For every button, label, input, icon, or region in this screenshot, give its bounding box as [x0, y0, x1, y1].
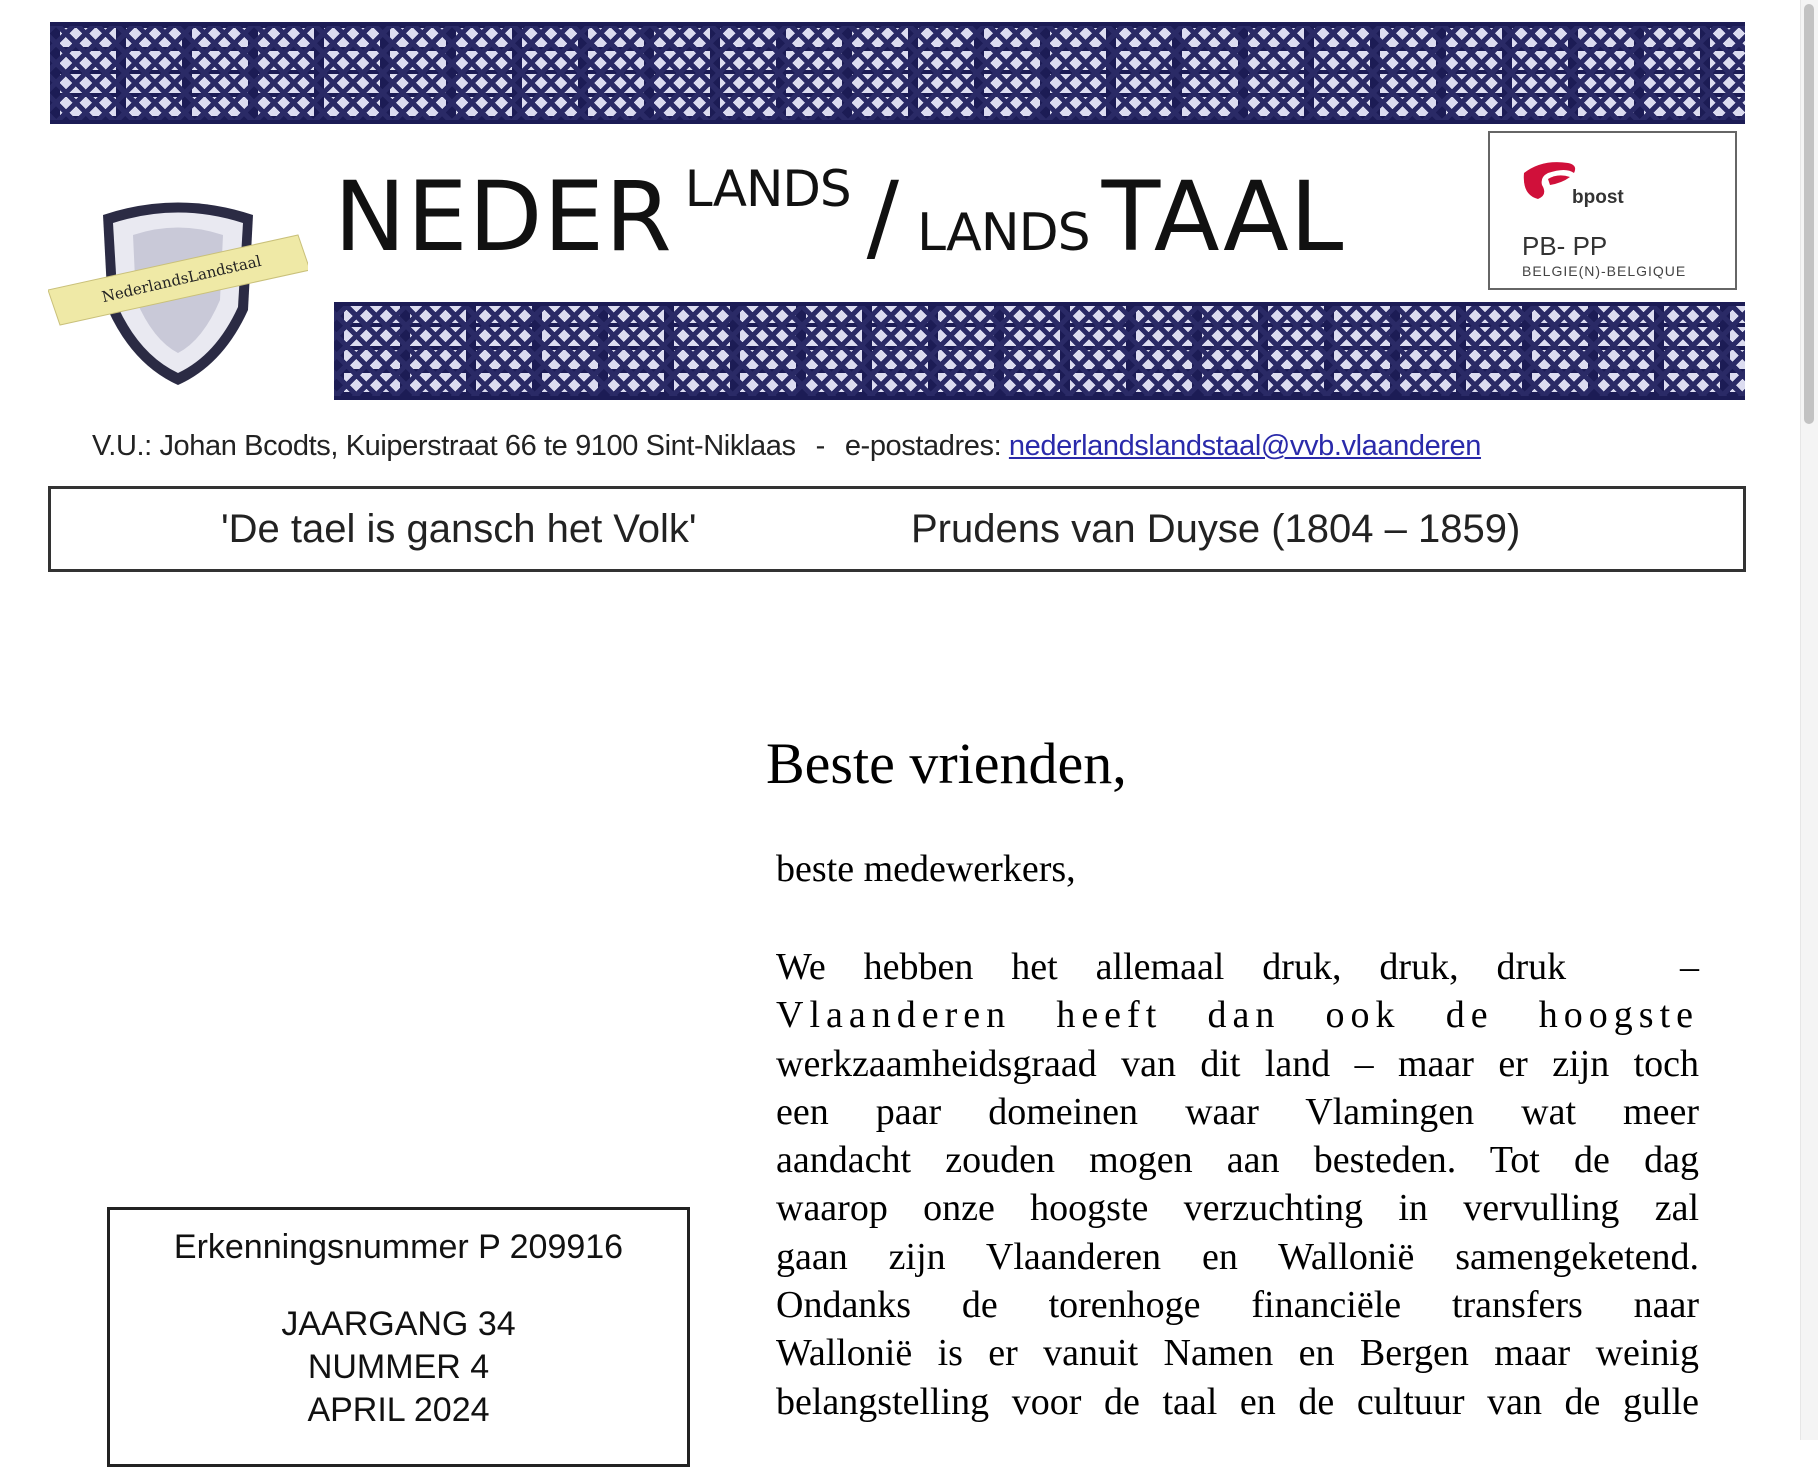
paragraph-line: We hebben het allemaal druk, druk, druk –	[776, 946, 1699, 988]
vu-text: V.U.: Johan Bcodts, Kuiperstraat 66 te 9100 Sint-Niklaas	[92, 430, 796, 462]
motto-quote: 'De tael is gansch het Volk'	[221, 507, 697, 551]
bpost-country: BELGIE(N)-BELGIQUE	[1522, 263, 1687, 279]
ornamental-band-middle	[334, 302, 1745, 400]
shield-logo	[48, 195, 308, 395]
title-neder: NEDER	[334, 161, 673, 273]
paragraph-line: waarop onze hoogste verzuchting in vervulling zal	[776, 1187, 1699, 1230]
letter-paragraph	[776, 943, 1699, 1426]
title-taal: TAAL	[1101, 161, 1345, 273]
ornamental-band-top	[50, 22, 1745, 124]
email-link[interactable]: nederlandslandstaal@vvb.vlaanderen	[1008, 430, 1482, 462]
responsible-publisher-line	[92, 430, 1712, 470]
volume-label: JAARGANG 34	[281, 1305, 516, 1343]
scrollbar-thumb[interactable]	[1804, 4, 1814, 424]
paragraph-line: aandacht zouden mogen aan besteden. Tot de dag	[776, 1139, 1699, 1182]
paragraph-line: een paar domeinen waar Vlamingen wat meer	[776, 1090, 1699, 1133]
paragraph-line: Wallonië is er vanuit Namen en Bergen maar weinig	[776, 1332, 1699, 1375]
paragraph-line: Vlaanderen heeft dan ook de hoogste	[776, 994, 1699, 1037]
issue-date: APRIL 2024	[307, 1391, 490, 1429]
recognition-number: Erkenningsnummer P 209916	[173, 1228, 624, 1266]
masthead-title	[334, 160, 1344, 290]
motto-author: Prudens van Duyse (1804 – 1859)	[911, 507, 1521, 551]
email-label: e-postadres:	[844, 430, 1002, 462]
title-lands-superscript: LANDS	[684, 160, 851, 218]
title-slash: /	[866, 161, 899, 273]
vu-separator: -	[815, 430, 825, 462]
paragraph-line: werkzaamheidsgraad van dit land – maar er zijn toch	[776, 1042, 1699, 1085]
bpost-code: PB- PP	[1522, 231, 1608, 261]
issue-number: NUMMER 4	[307, 1348, 490, 1386]
title-lands-small: LANDS	[916, 203, 1090, 263]
bpost-stamp	[1488, 131, 1737, 290]
letter-greeting: Beste vrienden,	[766, 731, 1127, 796]
shield-ribbon-text: NederlandsLandstaal	[100, 251, 263, 307]
paragraph-line: belangstelling voor de taal en de cultuur van de gulle	[776, 1380, 1699, 1423]
bpost-brand: bpost	[1572, 187, 1624, 208]
motto-box	[48, 486, 1746, 572]
recognition-box	[107, 1207, 690, 1467]
paragraph-line: Ondanks de torenhoge financiële transfers naar	[776, 1284, 1699, 1327]
paragraph-line: gaan zijn Vlaanderen en Wallonië samengeketend.	[776, 1235, 1699, 1278]
letter-salutation: beste medewerkers,	[776, 848, 1076, 890]
